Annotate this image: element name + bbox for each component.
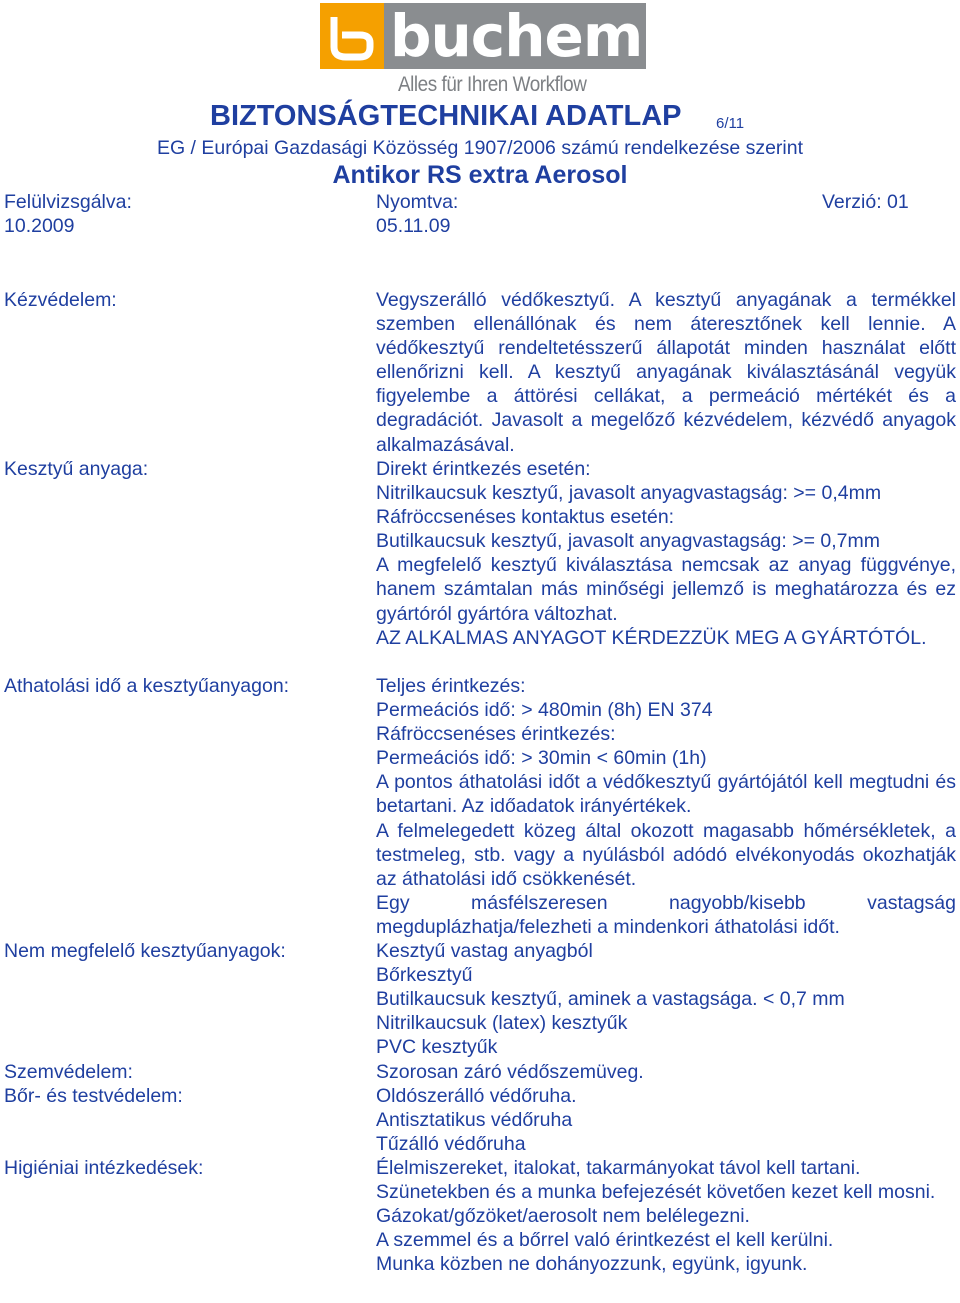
printed-label: Nyomtva: [376, 191, 459, 213]
eye-protection-text: Szorosan záró védőszemüveg. [376, 1061, 644, 1083]
list-item: PVC kesztyűk [376, 1036, 498, 1059]
skin-protection-label: Bőr- és testvédelem: [4, 1085, 183, 1107]
hygiene-label: Higiéniai intézkedések: [4, 1157, 204, 1179]
eye-protection-label: Szemvédelem: [4, 1061, 133, 1083]
breakthrough-line: Permeációs idő: > 30min < 60min (1h) [376, 747, 707, 770]
glove-line: Butilkaucsuk kesztyű, javasolt anyagvastagság: >= 0,7mm [376, 530, 881, 553]
printed-date: 05.11.09 [376, 215, 451, 237]
hand-protection-text [376, 288, 956, 457]
breakthrough-line: Teljes érintkezés: [376, 675, 526, 697]
list-item: Oldószerálló védőruha. [376, 1085, 577, 1107]
logo-tagline: Alles für Ihren Workflow [398, 73, 587, 96]
glove-paragraph: A megfelelő kesztyű kiválasztása nemcsak az anyag függvénye, hanem számtalan más minőségi jellemző is meghatározza és ez gyártóról gyártóra változhat. [376, 554, 956, 625]
skin-protection-list [376, 1084, 956, 1156]
product-name: Antikor RS extra Aerosol [332, 161, 628, 189]
list-item: Szünetekben és a munka befejezését követően kezet kell mosni. [376, 1181, 936, 1204]
list-item: Kesztyű vastag anyagból [376, 940, 593, 962]
list-item: Gázokat/gőzöket/aerosolt nem belélegezni. [376, 1205, 750, 1228]
glove-material-label: Kesztyű anyaga: [4, 458, 149, 480]
page-number: 6/11 [716, 115, 745, 132]
revised-date: 10.2009 [4, 215, 75, 237]
document-title: BIZTONSÁGTECHNIKAI ADATLAP [210, 100, 682, 132]
list-item: Nitrilkaucsuk (latex) kesztyűk [376, 1012, 628, 1035]
revised-label: Felülvizsgálva: [4, 191, 132, 213]
glove-material-text [376, 457, 956, 650]
list-item: Butilkaucsuk kesztyű, aminek a vastagsága. < 0,7 mm [376, 988, 845, 1011]
hygiene-list [376, 1156, 956, 1276]
unsuitable-materials-label: Nem megfelelő kesztyűanyagok: [4, 940, 286, 962]
list-item: Bőrkesztyű [376, 964, 473, 987]
unsuitable-materials-list [376, 939, 956, 1059]
list-item: Munka közben ne dohányozzunk, együnk, igyunk. [376, 1253, 808, 1276]
glove-line: Direkt érintkezés esetén: [376, 458, 591, 480]
glove-line: Nitrilkaucsuk kesztyű, javasolt anyagvastagság: >= 0,4mm [376, 482, 882, 505]
breakthrough-line: Ráfröccsenéses érintkezés: [376, 723, 616, 746]
breakthrough-paragraph: A felmelegedett közeg által okozott magasabb hőmérsékletek, a testmeleg, stb. vagy a nyúlásból adódó elvékonyodás okozhatják az áthatolási idő csökkenését. [376, 819, 956, 890]
breakthrough-paragraph: Egy másfélszeresen nagyobb/kisebb vastagság megduplázhatja/felezheti a mindenkori áthatolási időt. [376, 891, 956, 938]
logo-wordmark: buchem [384, 3, 646, 69]
logo-mark-icon [320, 3, 384, 69]
breakthrough-label: Athatolási idő a kesztyűanyagon: [4, 675, 290, 697]
list-item: A szemmel és a bőrrel való érintkezést el kell kerülni. [376, 1229, 834, 1252]
glove-paragraph: AZ ALKALMAS ANYAGOT KÉRDEZZÜK MEG A GYÁRTÓTÓL. [376, 626, 927, 649]
version: Verzió: 01 [822, 191, 909, 213]
hand-protection-label: Kézvédelem: [4, 289, 117, 311]
company-logo [320, 3, 646, 99]
breakthrough-line: Permeációs idő: > 480min (8h) EN 374 [376, 699, 713, 722]
glove-line: Ráfröccsenéses kontaktus esetén: [376, 506, 675, 529]
list-item: Tűzálló védőruha [376, 1133, 526, 1156]
regulation-line: EG / Európai Gazdasági Közösség 1907/2006 számú rendelkezése szerint [156, 137, 804, 159]
list-item: Élelmiszereket, italokat, takarmányokat távol kell tartani. [376, 1157, 861, 1179]
list-item: Antisztatikus védőruha [376, 1109, 573, 1132]
breakthrough-text [376, 674, 956, 939]
hand-protection-paragraph: Vegyszerálló védőkesztyű. A kesztyű anyagának a termékkel szemben ellenállónak és nem áteresztőnek kell lennie. A védőkesztyű rendeltetésszerű állapotát minden használat előtt ellenőrizni kell. A kesztyű anyagának kiválasztásánál vegyük figyelembe a áttörési cellákat, a permeáció mértékét és a degradációt. Javasolt a megelőző kézvédelem, kézvédő anyagok alkalmazásával. [376, 289, 956, 456]
breakthrough-paragraph: A pontos áthatolási időt a védőkesztyű gyártójától kell megtudni és betartani. Az időadatok irányértékek. [376, 771, 956, 818]
